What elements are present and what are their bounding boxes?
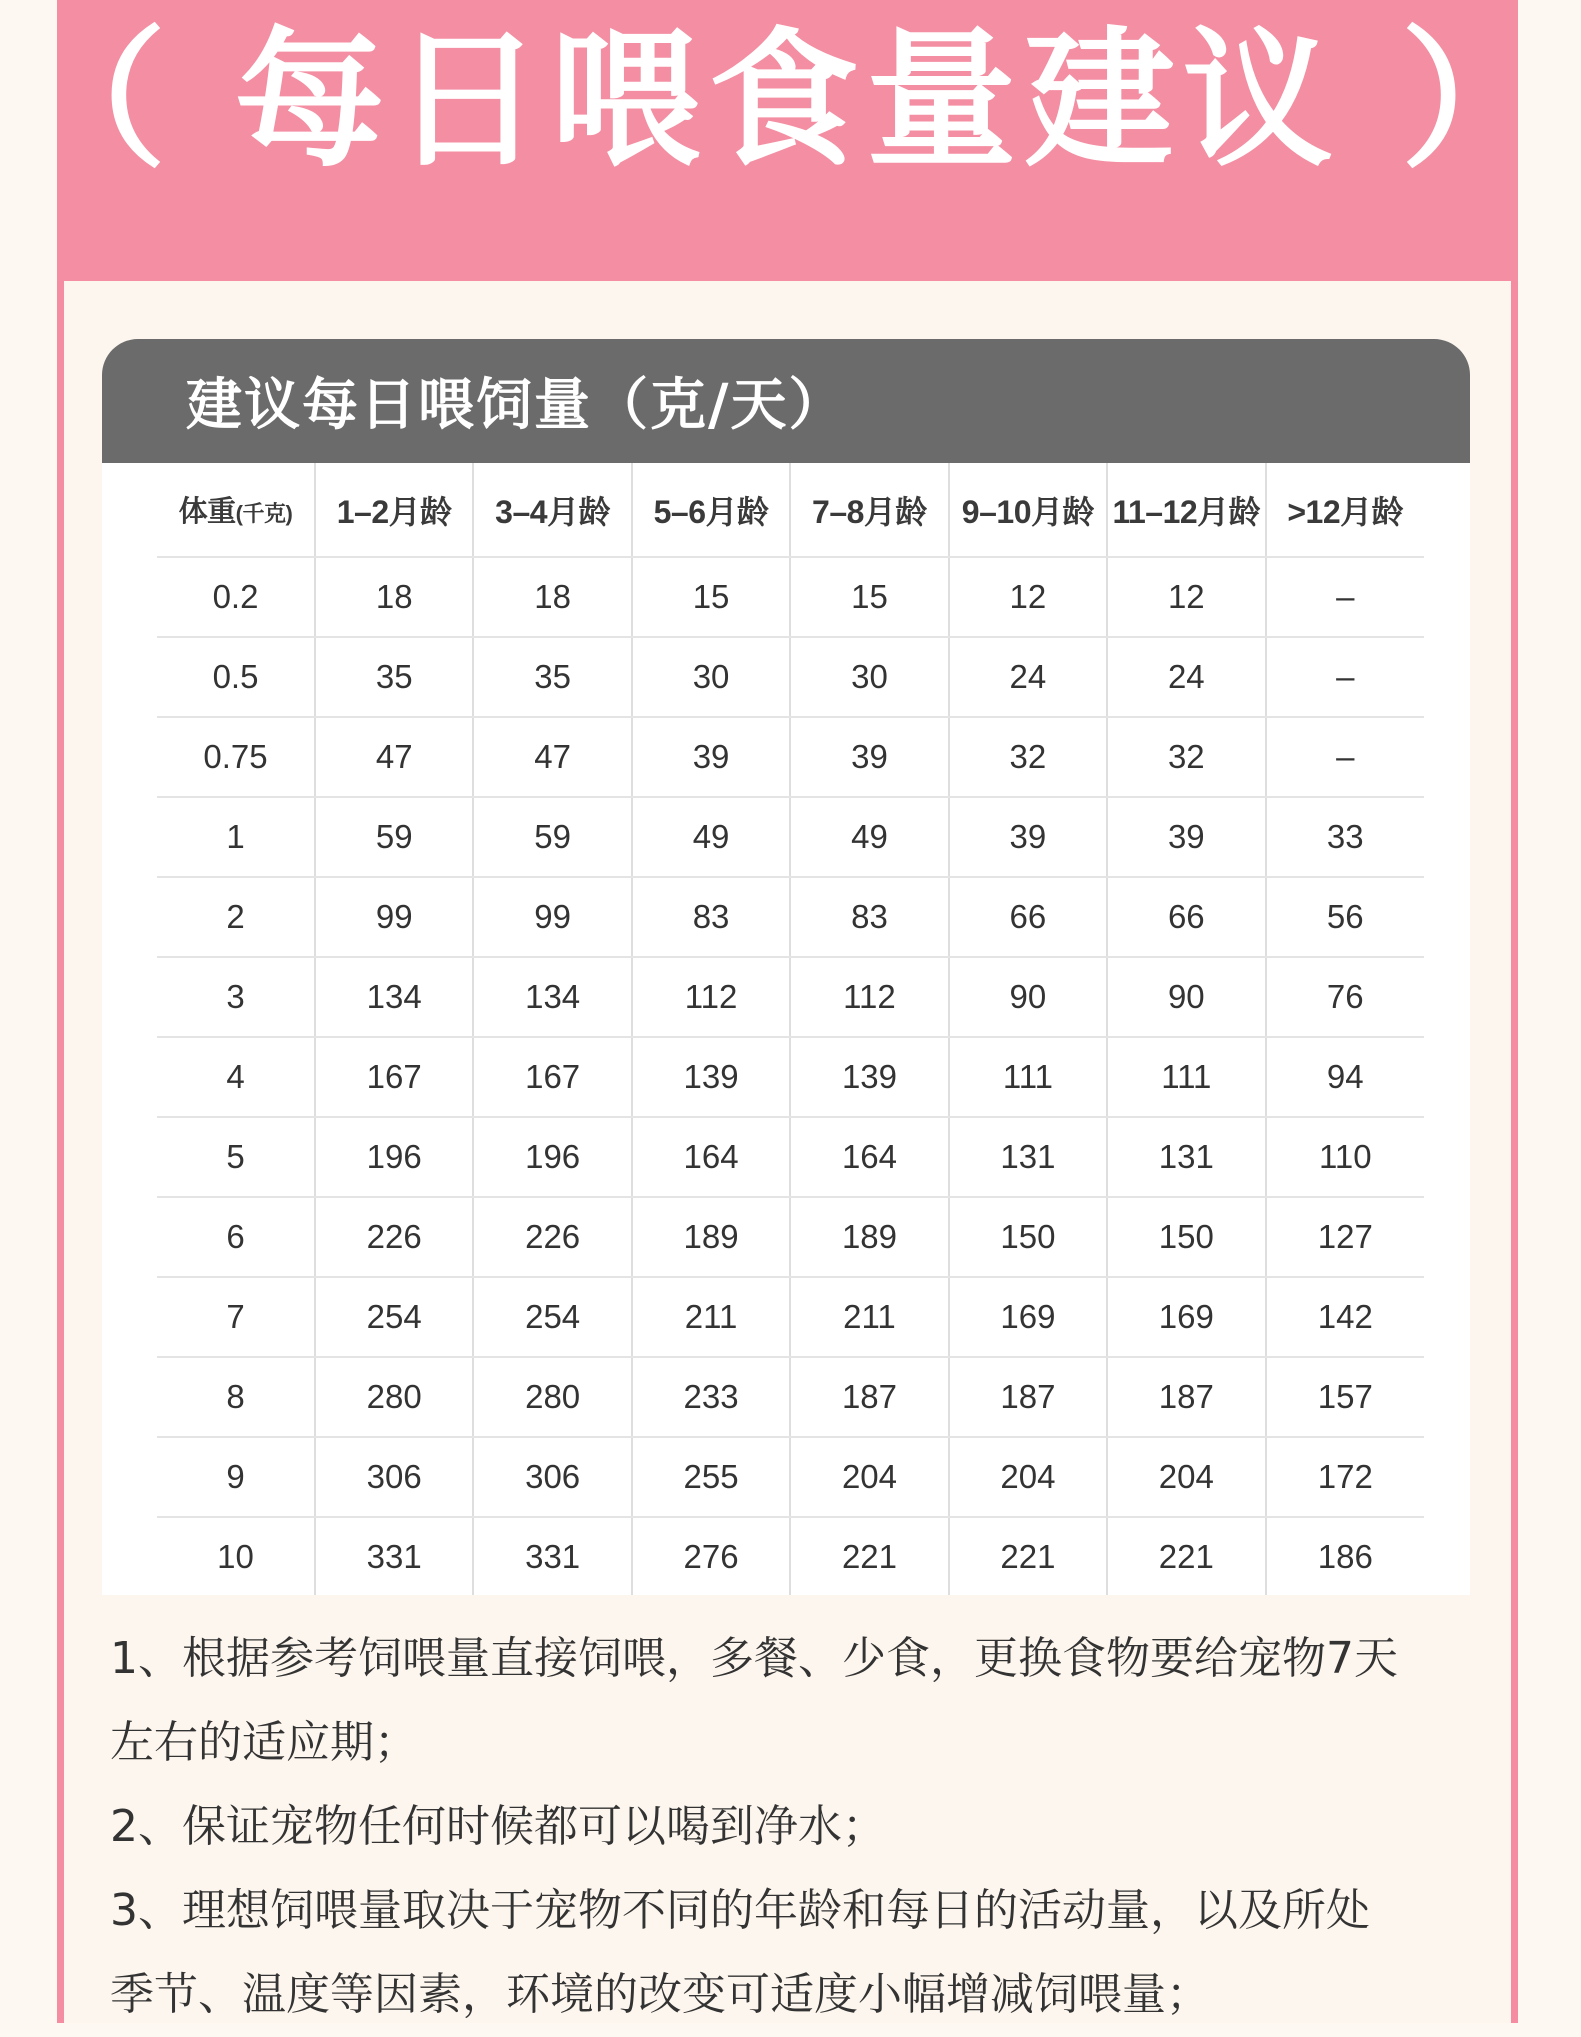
- amount-cell: 12: [1107, 557, 1265, 637]
- amount-cell: 255: [632, 1437, 790, 1517]
- amount-cell: 221: [790, 1517, 948, 1595]
- amount-cell: 306: [315, 1437, 473, 1517]
- amount-cell: 24: [949, 637, 1107, 717]
- amount-cell: 18: [473, 557, 631, 637]
- table-row: [157, 1197, 1424, 1277]
- amount-cell: 112: [632, 957, 790, 1037]
- amount-cell: 15: [632, 557, 790, 637]
- amount-cell: 150: [1107, 1197, 1265, 1277]
- amount-cell: 331: [473, 1517, 631, 1595]
- amount-cell: 226: [473, 1197, 631, 1277]
- amount-cell: 111: [1107, 1037, 1265, 1117]
- weight-cell: 9: [157, 1437, 315, 1517]
- amount-cell: 306: [473, 1437, 631, 1517]
- amount-cell: 83: [632, 877, 790, 957]
- amount-cell: 47: [473, 717, 631, 797]
- table-row: [157, 797, 1424, 877]
- amount-cell: 196: [473, 1117, 631, 1197]
- weight-cell: 2: [157, 877, 315, 957]
- title-banner: [16, 0, 1559, 281]
- table-row: [157, 1277, 1424, 1357]
- amount-cell: 59: [473, 797, 631, 877]
- table-header-row: [157, 463, 1424, 557]
- note-2: 2、保证宠物任何时候都可以喝到净水；: [110, 1801, 886, 1852]
- amount-cell: 47: [315, 717, 473, 797]
- note-1-line-2: 左右的适应期；: [110, 1717, 418, 1768]
- header-weight: [157, 463, 315, 557]
- amount-cell: 66: [949, 877, 1107, 957]
- weight-cell: 1: [157, 797, 315, 877]
- amount-cell: 169: [1107, 1277, 1265, 1357]
- amount-cell: 280: [315, 1357, 473, 1437]
- amount-cell: 56: [1266, 877, 1424, 957]
- amount-cell: 90: [949, 957, 1107, 1037]
- amount-cell: 24: [1107, 637, 1265, 717]
- amount-cell: 164: [632, 1117, 790, 1197]
- table-row: [157, 1517, 1424, 1595]
- amount-cell: 211: [790, 1277, 948, 1357]
- amount-cell: 187: [949, 1357, 1107, 1437]
- table-row: [157, 1117, 1424, 1197]
- header-age-1-2: 1–2月龄: [315, 463, 473, 557]
- amount-cell: 142: [1266, 1277, 1424, 1357]
- amount-cell: 131: [1107, 1117, 1265, 1197]
- amount-cell: 172: [1266, 1437, 1424, 1517]
- header-age-7-8: 7–8月龄: [790, 463, 948, 557]
- weight-cell: 7: [157, 1277, 315, 1357]
- amount-cell: 39: [949, 797, 1107, 877]
- amount-cell: –: [1266, 557, 1424, 637]
- amount-cell: 94: [1266, 1037, 1424, 1117]
- amount-cell: 254: [315, 1277, 473, 1357]
- weight-cell: 0.75: [157, 717, 315, 797]
- amount-cell: 196: [315, 1117, 473, 1197]
- weight-cell: 0.2: [157, 557, 315, 637]
- note-3-line-1: 3、理想饲喂量取决于宠物不同的年龄和每日的活动量，以及所处: [110, 1885, 1370, 1936]
- amount-cell: 331: [315, 1517, 473, 1595]
- amount-cell: 110: [1266, 1117, 1424, 1197]
- amount-cell: 127: [1266, 1197, 1424, 1277]
- amount-cell: 164: [790, 1117, 948, 1197]
- amount-cell: 189: [790, 1197, 948, 1277]
- amount-cell: 39: [632, 717, 790, 797]
- header-age-3-4: 3–4月龄: [473, 463, 631, 557]
- amount-cell: 49: [790, 797, 948, 877]
- header-age-9-10: 9–10月龄: [949, 463, 1107, 557]
- amount-cell: 39: [1107, 797, 1265, 877]
- weight-cell: 8: [157, 1357, 315, 1437]
- table-row: [157, 957, 1424, 1037]
- weight-cell: 6: [157, 1197, 315, 1277]
- amount-cell: 35: [315, 637, 473, 717]
- amount-cell: 186: [1266, 1517, 1424, 1595]
- amount-cell: 167: [315, 1037, 473, 1117]
- table-row: [157, 1037, 1424, 1117]
- amount-cell: 39: [790, 717, 948, 797]
- amount-cell: 233: [632, 1357, 790, 1437]
- amount-cell: 32: [1107, 717, 1265, 797]
- amount-cell: 134: [473, 957, 631, 1037]
- amount-cell: 76: [1266, 957, 1424, 1037]
- amount-cell: 83: [790, 877, 948, 957]
- table-row: [157, 637, 1424, 717]
- amount-cell: 18: [315, 557, 473, 637]
- feeding-card: [102, 339, 1470, 1595]
- amount-cell: 131: [949, 1117, 1107, 1197]
- amount-cell: 32: [949, 717, 1107, 797]
- amount-cell: 169: [949, 1277, 1107, 1357]
- weight-cell: 4: [157, 1037, 315, 1117]
- amount-cell: 276: [632, 1517, 790, 1595]
- weight-cell: 0.5: [157, 637, 315, 717]
- header-age-12-plus: >12月龄: [1266, 463, 1424, 557]
- table-row: [157, 877, 1424, 957]
- amount-cell: 189: [632, 1197, 790, 1277]
- amount-cell: 99: [315, 877, 473, 957]
- header-age-5-6: 5–6月龄: [632, 463, 790, 557]
- amount-cell: 15: [790, 557, 948, 637]
- table-row: [157, 1437, 1424, 1517]
- amount-cell: 30: [790, 637, 948, 717]
- amount-cell: 211: [632, 1277, 790, 1357]
- amount-cell: 139: [790, 1037, 948, 1117]
- weight-cell: 5: [157, 1117, 315, 1197]
- note-3-line-2: 季节、温度等因素，环境的改变可适度小幅增减饲喂量；: [110, 1969, 1210, 2020]
- amount-cell: 35: [473, 637, 631, 717]
- table-row: [157, 557, 1424, 637]
- amount-cell: 167: [473, 1037, 631, 1117]
- amount-cell: 111: [949, 1037, 1107, 1117]
- header-age-11-12: 11–12月龄: [1107, 463, 1265, 557]
- header-weight-label: 体重: [178, 496, 236, 528]
- amount-cell: 157: [1266, 1357, 1424, 1437]
- table-row: [157, 717, 1424, 797]
- amount-cell: 139: [632, 1037, 790, 1117]
- amount-cell: 204: [790, 1437, 948, 1517]
- amount-cell: 204: [949, 1437, 1107, 1517]
- weight-cell: 3: [157, 957, 315, 1037]
- amount-cell: 12: [949, 557, 1107, 637]
- header-weight-unit: (千克): [235, 501, 293, 526]
- amount-cell: 254: [473, 1277, 631, 1357]
- amount-cell: 49: [632, 797, 790, 877]
- amount-cell: 187: [1107, 1357, 1265, 1437]
- amount-cell: 187: [790, 1357, 948, 1437]
- weight-cell: 10: [217, 1538, 254, 1575]
- amount-cell: 134: [315, 957, 473, 1037]
- amount-cell: –: [1266, 637, 1424, 717]
- amount-cell: 221: [1107, 1517, 1265, 1595]
- notes-section: [110, 1617, 1490, 2037]
- page-title: （ 每日喂食量建议 ）: [16, 13, 1559, 188]
- amount-cell: 204: [1107, 1437, 1265, 1517]
- amount-cell: 112: [790, 957, 948, 1037]
- note-1-line-1: 1、根据参考饲喂量直接饲喂，多餐、少食，更换食物要给宠物7天: [110, 1633, 1398, 1684]
- amount-cell: 226: [315, 1197, 473, 1277]
- amount-cell: 280: [473, 1357, 631, 1437]
- amount-cell: 150: [949, 1197, 1107, 1277]
- card-title: 建议每日喂饲量（克/天）: [186, 373, 847, 438]
- amount-cell: 59: [315, 797, 473, 877]
- amount-cell: 99: [473, 877, 631, 957]
- table-row: [157, 1357, 1424, 1437]
- amount-cell: 66: [1107, 877, 1265, 957]
- amount-cell: 90: [1107, 957, 1265, 1037]
- feeding-table: [157, 463, 1424, 1595]
- amount-cell: –: [1266, 717, 1424, 797]
- amount-cell: 33: [1266, 797, 1424, 877]
- card-header: [102, 339, 1470, 463]
- table-body: [157, 557, 1424, 1595]
- amount-cell: 30: [632, 637, 790, 717]
- amount-cell: 221: [949, 1517, 1107, 1595]
